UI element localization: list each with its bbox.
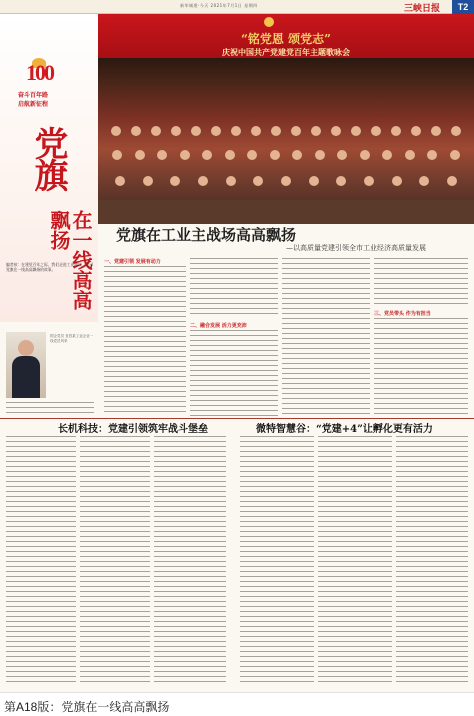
photo-row-front	[106, 176, 466, 186]
bottom-story-1-title: 长机科技：党建引领筑牢战斗堡垒	[58, 424, 208, 435]
section-heading-2: 二、融合发展 活力更充沛	[190, 323, 247, 329]
page-caption-bar	[0, 692, 474, 716]
portrait-caption: 国企党员 宜昌某工业企业一线党员风采	[50, 334, 94, 343]
newspaper-logo: 三峡日报	[404, 4, 441, 14]
page-caption[interactable]: 第A18版：党旗在一线高高飘扬	[4, 700, 170, 714]
body-column-2a	[190, 258, 278, 318]
bottom-story-1-col3	[154, 436, 226, 686]
badge-slogan-line1: 奋斗百年路	[18, 92, 49, 99]
bottom-story-1-col2	[80, 436, 150, 686]
main-headline-block	[98, 224, 474, 254]
stage-floor	[98, 200, 474, 224]
main-subhead: —以高质量党建引领全市工业经济高质量发展	[286, 244, 426, 252]
page-code-badge: T2	[452, 0, 474, 14]
editor-intro: 编者按：在建党百年之际，我们走进工业战线，记录党旗在一线高高飘扬的故事。	[6, 262, 94, 273]
body-column-3	[282, 258, 370, 416]
section-heading-1: 一、党建引领 发展有动力	[104, 259, 161, 265]
worker-portrait	[6, 332, 46, 398]
bottom-story-2	[256, 420, 433, 435]
centenary-number: 100	[26, 60, 53, 85]
badge-slogan-line2: 启航新征程	[18, 101, 49, 108]
photo-row-back	[106, 126, 466, 136]
body-column-1	[104, 266, 186, 416]
portrait-head	[18, 340, 34, 356]
masthead	[0, 0, 474, 14]
left-column-text	[6, 402, 94, 416]
centenary-badge	[26, 58, 70, 88]
bottom-story-2-col1	[240, 436, 314, 686]
body-column-4b	[374, 318, 468, 416]
issue-date: 新华城建·今天 2021年7月1日 星期四	[180, 3, 258, 8]
bottom-story-1-col1	[6, 436, 76, 686]
bottom-story-2-title: 微特智慧谷：“党建+4”让孵化更有活力	[256, 424, 433, 435]
portrait-body	[12, 356, 40, 398]
main-headline: 党旗在工业主战场高高飘扬	[116, 226, 297, 244]
section-divider	[0, 418, 474, 419]
vertical-title-big: 党旗	[28, 126, 68, 190]
section-heading-3: 三、党员带头 作为有担当	[374, 311, 431, 317]
concert-banner	[98, 14, 474, 58]
body-column-4a	[374, 258, 468, 306]
vertical-title-rest: 在一线高高飘扬	[47, 210, 93, 310]
group-photo	[98, 58, 474, 224]
banner-title: 庆祝中国共产党建党百年主题歌咏会	[222, 48, 350, 57]
bottom-story-2-col2	[318, 436, 392, 686]
party-emblem-icon	[264, 17, 274, 27]
banner-slogan: “铭党恩 颂党志”	[241, 32, 331, 46]
body-column-2b	[190, 330, 278, 416]
bottom-story-2-col3	[396, 436, 468, 686]
photo-row-middle	[106, 150, 466, 160]
bottom-story-1	[58, 420, 208, 435]
